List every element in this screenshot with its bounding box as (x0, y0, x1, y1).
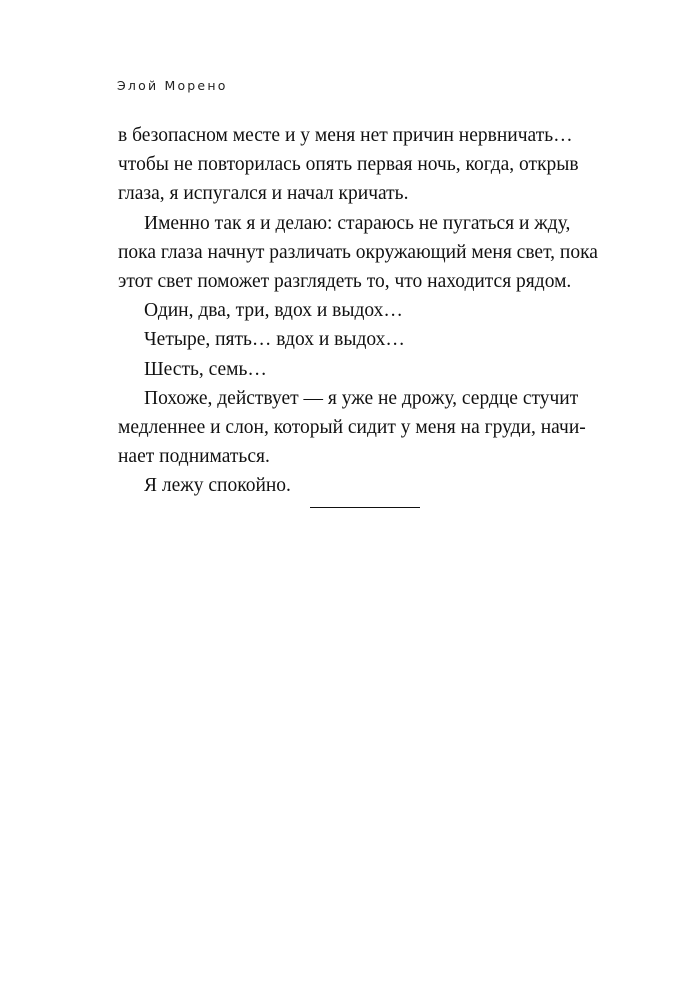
text-line: глаза, я испугался и начал кричать. (118, 183, 409, 205)
text-line: Четыре, пять… вдох и выдох… (144, 329, 405, 351)
text-line: Именно так я и делаю: стараюсь не пугаться и жду, (144, 212, 571, 234)
section-divider (310, 507, 420, 508)
text-line: Похоже, действует — я уже не дрожу, сердце стучит (144, 387, 579, 409)
body-text (118, 121, 598, 500)
text-line: Шесть, семь… (144, 358, 267, 380)
text-line: Я лежу спокойно. (144, 475, 291, 497)
text-line: Один, два, три, вдох и выдох… (144, 300, 403, 322)
text-line: этот свет поможет разглядеть то, что находится рядом. (118, 270, 572, 292)
text-line: в безопасном месте и у меня нет причин нервничать… (118, 125, 573, 146)
text-line: медленнее и слон, который сидит у меня на груди, начи- (118, 416, 586, 438)
text-line: пока глаза начнут различать окружающий меня свет, пока (118, 241, 598, 263)
text-line: чтобы не повторилась опять первая ночь, когда, открыв (118, 154, 579, 176)
running-head-author: Элой Морено (117, 78, 228, 93)
text-line: нает подниматься. (118, 446, 270, 468)
